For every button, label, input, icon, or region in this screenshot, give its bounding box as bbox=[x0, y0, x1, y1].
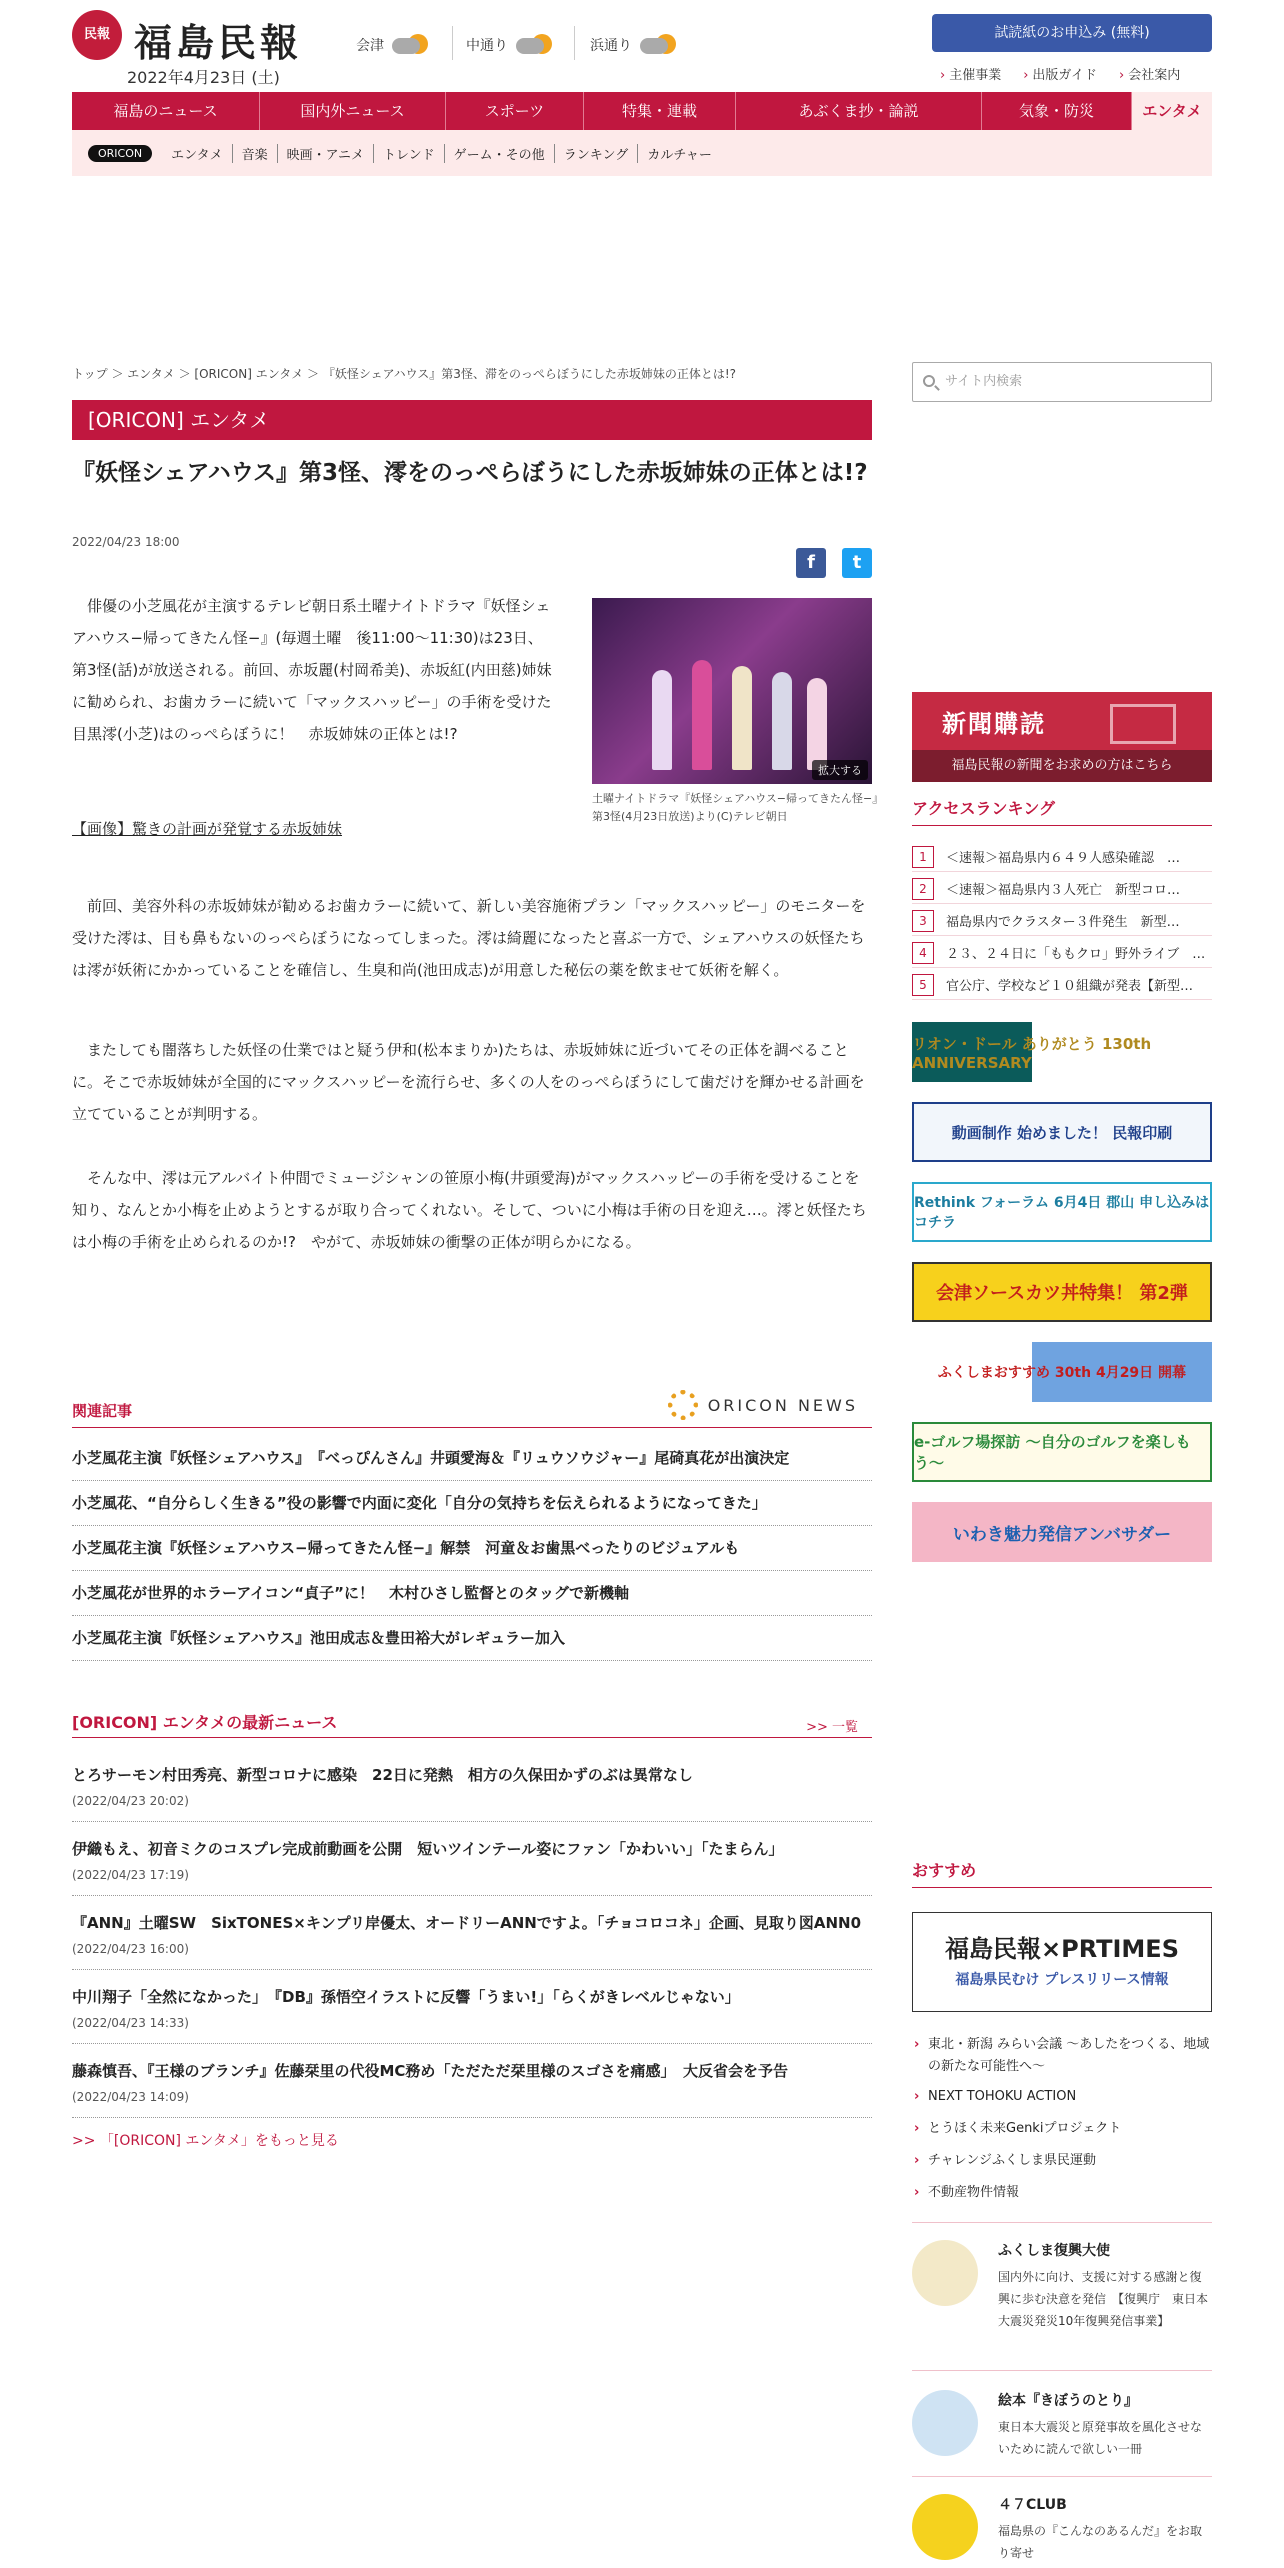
ranking-heading: アクセスランキング bbox=[912, 796, 1212, 826]
related-item[interactable]: 小芝風花主演『妖怪シェアハウス』池田成志＆豊田裕大がレギュラー加入 bbox=[72, 1616, 872, 1661]
logo-mark: 民報 bbox=[72, 10, 122, 60]
subnav-movie-anime[interactable]: 映画・アニメ bbox=[278, 144, 374, 163]
site-logo[interactable] bbox=[72, 10, 332, 90]
weather-area-label: 中通り bbox=[466, 38, 508, 54]
recommend-link[interactable]: › NEXT TOHOKU ACTION bbox=[912, 2086, 1212, 2108]
latest-item[interactable]: 『ANN』土曜SW SixTONES×キンプリ岸優太、オードリーANNですよ。「チョコロコネ」企画、見取り図ANN0 (2022/04/23 16:00) bbox=[72, 1896, 872, 1970]
latest-list-link[interactable]: >> 一覧 bbox=[806, 1720, 858, 1735]
search-icon bbox=[923, 375, 935, 387]
subnav-culture[interactable]: カルチャー bbox=[647, 147, 712, 163]
breadcrumb[interactable]: トップ ＞ エンタメ ＞ [ORICON] エンタメ ＞ 『妖怪シェアハウス』第3怪、滞をのっぺらぼうにした赤坂姉妹の正体とは!? bbox=[72, 367, 737, 381]
article-photo[interactable] bbox=[592, 598, 872, 784]
article-date: 2022/04/23 18:00 bbox=[72, 535, 180, 549]
nav-editorial[interactable]: あぶくま抄・論説 bbox=[736, 92, 982, 130]
ad-banner-liondor[interactable]: リオン・ドール ありがとう 130th ANNIVERSARY bbox=[912, 1022, 1212, 1082]
bird-icon bbox=[912, 2390, 978, 2456]
twitter-share-icon[interactable]: t bbox=[842, 548, 872, 578]
related-item[interactable]: 小芝風花主演『妖怪シェアハウス』 『べっぴんさん』井頭愛海＆『リュウソウジャー』尾碕真花が出演決定 bbox=[72, 1436, 872, 1481]
prtimes-title: 福島民報×PRTIMES bbox=[945, 1935, 1179, 1963]
header-date: 2022年4月23日 (土) bbox=[127, 68, 280, 87]
prtimes-banner[interactable] bbox=[912, 1912, 1212, 2012]
subnav-music[interactable]: 音楽 bbox=[233, 144, 278, 163]
logo-text: 福島民報 bbox=[134, 21, 303, 65]
related-heading: 関連記事 bbox=[72, 1402, 133, 1420]
latest-item[interactable]: 藤森慎吾、『王様のブランチ』佐藤栞里の代役MC務め「ただただ栞里様のスゴさを痛感」 大反省会を予告 (2022/04/23 14:09) bbox=[72, 2044, 872, 2118]
chevron-right-icon: › bbox=[1023, 68, 1029, 83]
article-lead: 俳優の小芝風花が主演するテレビ朝日系土曜ナイトドラマ『妖怪シェアハウス−帰ってきたん怪−』(毎週土曜 後11:00〜11:30)は23日、第3怪(話)が放送される。前回、赤坂麗(村岡希美)、赤坂紅(内田慈)姉妹に勧められ、お歯カラーに続いて「マックスハッピー」の手術を受けた目黒澪(小芝)はのっぺらぼうに！ 赤坂姉妹の正体とは!? bbox=[72, 597, 552, 743]
subscribe-sub: 福島民報の新聞をお求めの方はこちら bbox=[912, 750, 1212, 782]
prtimes-sub: 福島県民むけ プレスリリース情報 bbox=[955, 1972, 1169, 1988]
article-paragraph: またしても闇落ちした妖怪の仕業ではと疑う伊和(松本まりか)たちは、赤坂姉妹に近づいてその正体を調べることに。そこで赤坂姉妹が全国的にマックスハッピーを流行らせ、多くの人をのっぺらぼうにして歯だけを輝かせる計画を立てていることが判明する。 bbox=[72, 1041, 865, 1123]
weather-area-label: 会津 bbox=[356, 38, 384, 54]
ad-banner-fukushima[interactable]: ふくしまおすすめ 30th 4月29日 開幕 bbox=[912, 1342, 1212, 1402]
subscribe-title: 新聞購読 bbox=[942, 710, 1046, 738]
image-gallery-link[interactable]: 【画像】驚きの計画が発覚する赤坂姉妹 bbox=[72, 820, 343, 838]
related-item[interactable]: 小芝風花主演『妖怪シェアハウス−帰ってきたん怪−』解禁 河童＆お歯黒べったりのビジュアルも bbox=[72, 1526, 872, 1571]
recommend-link[interactable]: › とうほく未来Genkiプロジェクト bbox=[912, 2118, 1212, 2140]
ad-banner-iwaki[interactable]: いわき魅力発信アンバサダー bbox=[912, 1502, 1212, 1562]
ranking-item[interactable]: 5 官公庁、学校など１０組織が発表【新型… bbox=[912, 970, 1212, 1000]
cloudy-sunny-icon bbox=[514, 30, 554, 60]
nav-fukushima-news[interactable]: 福島のニュース bbox=[72, 92, 260, 130]
subnav-ranking[interactable]: ランキング bbox=[555, 144, 639, 163]
ranking-item[interactable]: 3 福島県内でクラスター３件発生 新型… bbox=[912, 906, 1212, 936]
latest-item[interactable]: 伊織もえ、初音ミクのコスプレ完成前動画を公開 短いツインテール姿にファン「かわいい」「たまらん」 (2022/04/23 17:19) bbox=[72, 1822, 872, 1896]
latest-item[interactable]: とろサーモン村田秀亮、新型コロナに感染 22日に発熱 相方の久保田かずのぶは異常なし (2022/04/23 20:02) bbox=[72, 1748, 872, 1822]
category-bar: [ORICON] エンタメ bbox=[72, 400, 872, 440]
ranking-item[interactable]: 4 ２３、２４日に「ももクロ」野外ライブ … bbox=[912, 938, 1212, 968]
ad-banner-rethink[interactable]: Rethink フォーラム 6月4日 郡山 申し込みはコチラ bbox=[912, 1182, 1212, 1242]
top-link-events[interactable]: › 主催事業 bbox=[940, 68, 1002, 83]
related-item[interactable]: 小芝風花、“自分らしく生きる”役の影響で内面に変化「自分の気持ちを伝えられるようになってきた」 bbox=[72, 1481, 872, 1526]
subnav-game-other[interactable]: ゲーム・その他 bbox=[445, 144, 555, 163]
subnav-entame[interactable]: エンタメ bbox=[162, 144, 232, 163]
top-link-company[interactable]: › 会社案内 bbox=[1119, 68, 1181, 83]
trial-subscription-button[interactable]: 試読紙のお申込み (無料) bbox=[932, 14, 1212, 52]
photo-caption: 土曜ナイトドラマ『妖怪シェアハウス−帰ってきたん怪−』第3怪(4月23日放送)より(C)テレビ朝日 bbox=[592, 792, 878, 823]
building-icon bbox=[1110, 704, 1176, 744]
facebook-share-icon[interactable]: f bbox=[796, 548, 826, 578]
recommend-link[interactable]: › 東北・新潟 みらい会議 〜あしたをつくる、地域の新たな可能性へ〜 bbox=[912, 2034, 1212, 2078]
recommend-link[interactable]: › チャレンジふくしま県民運動 bbox=[912, 2150, 1212, 2172]
nav-domestic-intl[interactable]: 国内外ニュース bbox=[260, 92, 446, 130]
cloudy-sunny-icon bbox=[390, 30, 430, 60]
subnav-trend[interactable]: トレンド bbox=[374, 144, 445, 163]
fukko-ambassador-icon bbox=[912, 2240, 978, 2306]
site-search-input[interactable]: サイト内検索 bbox=[912, 362, 1212, 402]
recommend-card[interactable]: ４７CLUB 福島県の『こんなのあるんだ』をお取り寄せ bbox=[912, 2494, 1212, 2564]
recommend-heading: おすすめ bbox=[912, 1858, 1212, 1888]
weather-nakadori[interactable] bbox=[466, 30, 554, 60]
chevron-right-icon: › bbox=[1119, 68, 1125, 83]
nav-entertainment[interactable]: エンタメ bbox=[1132, 92, 1212, 130]
subscribe-banner[interactable] bbox=[912, 692, 1212, 782]
47club-icon bbox=[912, 2494, 978, 2560]
top-link-publishing[interactable]: › 出版ガイド bbox=[1023, 68, 1098, 83]
weather-area-label: 浜通り bbox=[590, 38, 632, 54]
nav-weather-disaster[interactable]: 気象・防災 bbox=[982, 92, 1132, 130]
latest-header bbox=[72, 1710, 872, 1738]
nav-sports[interactable]: スポーツ bbox=[446, 92, 584, 130]
oricon-news-logo: ORICON NEWS bbox=[668, 1390, 858, 1420]
latest-item[interactable]: 中川翔子「全然になかった」 『DB』孫悟空イラストに反響「うまい!」「らくがきレベルじゃない」 (2022/04/23 14:33) bbox=[72, 1970, 872, 2044]
oricon-ring-icon bbox=[668, 1390, 698, 1420]
ranking-item[interactable]: 2 ＜速報＞福島県内３人死亡 新型コロ… bbox=[912, 874, 1212, 904]
oricon-badge: ORICON bbox=[88, 145, 152, 162]
article-paragraph: そんな中、澪は元アルバイト仲間でミュージシャンの笹原小梅(井頭愛海)がマックスハッピーの手術を受けることを知り、なんとか小梅を止めようとするが取り合ってくれない。そして、ついに小梅は手術の日を迎え…。澪と妖怪たちは小梅の手術を止められるのか!? やがて、赤坂姉妹の衝撃の正体が明らかになる。 bbox=[72, 1169, 867, 1251]
recommend-link[interactable]: › 不動産物件情報 bbox=[912, 2182, 1212, 2204]
article-title: 『妖怪シェアハウス』第3怪、澪をのっぺらぼうにした赤坂姉妹の正体とは!? bbox=[72, 460, 868, 486]
related-item[interactable]: 小芝風花が世界的ホラーアイコン“貞子”に！ 木村ひさし監督とのタッグで新機軸 bbox=[72, 1571, 872, 1616]
weather-aizu[interactable] bbox=[356, 30, 430, 60]
nav-features[interactable]: 特集・連載 bbox=[584, 92, 736, 130]
sub-nav bbox=[72, 130, 1212, 176]
latest-heading: [ORICON] エンタメの最新ニュース bbox=[72, 1713, 338, 1732]
ad-banner-video[interactable]: 動画制作 始めました！ 民報印刷 bbox=[912, 1102, 1212, 1162]
top-links bbox=[940, 64, 1180, 83]
ad-banner-sauce-katsu[interactable]: 会津ソースカツ丼特集！ 第2弾 bbox=[912, 1262, 1212, 1322]
related-header bbox=[72, 1395, 872, 1428]
article-paragraph: 前回、美容外科の赤坂姉妹が勧めるお歯カラーに続いて、新しい美容施術プラン「マックスハッピー」のモニターを受けた澪は、目も鼻もないのっぺらぼうになってしまった。澪は綺麗になったと喜ぶ一方で、シェアハウスの妖怪たちは澪が妖術にかかっていることを確信し、生臭和尚(池田成志)が用意した秘伝の薬を飲ませて妖術を解く。 bbox=[72, 897, 866, 979]
more-entame-link[interactable]: >> 「[ORICON] エンタメ」をもっと見る bbox=[72, 2133, 339, 2149]
ranking-item[interactable]: 1 ＜速報＞福島県内６４９人感染確認 … bbox=[912, 842, 1212, 872]
zoom-icon[interactable]: 拡大する bbox=[812, 760, 868, 780]
main-nav bbox=[72, 92, 1212, 130]
ad-banner-egolf[interactable]: e-ゴルフ場探訪 〜自分のゴルフを楽しもう〜 bbox=[912, 1422, 1212, 1482]
chevron-right-icon: › bbox=[940, 68, 946, 83]
recommend-card[interactable]: ふくしま復興大使 国内外に向け、支援に対する感謝と復興に歩む決意を発信 【復興庁 東日本大震災発災10年復興発信事業】 bbox=[912, 2240, 1212, 2350]
weather-hamadori[interactable] bbox=[590, 30, 678, 60]
recommend-card[interactable]: 絵本『きぼうのとり』 東日本大震災と原発事故を風化させないために読んで欲しい一冊 bbox=[912, 2390, 1212, 2470]
cloudy-sunny-icon bbox=[638, 30, 678, 60]
